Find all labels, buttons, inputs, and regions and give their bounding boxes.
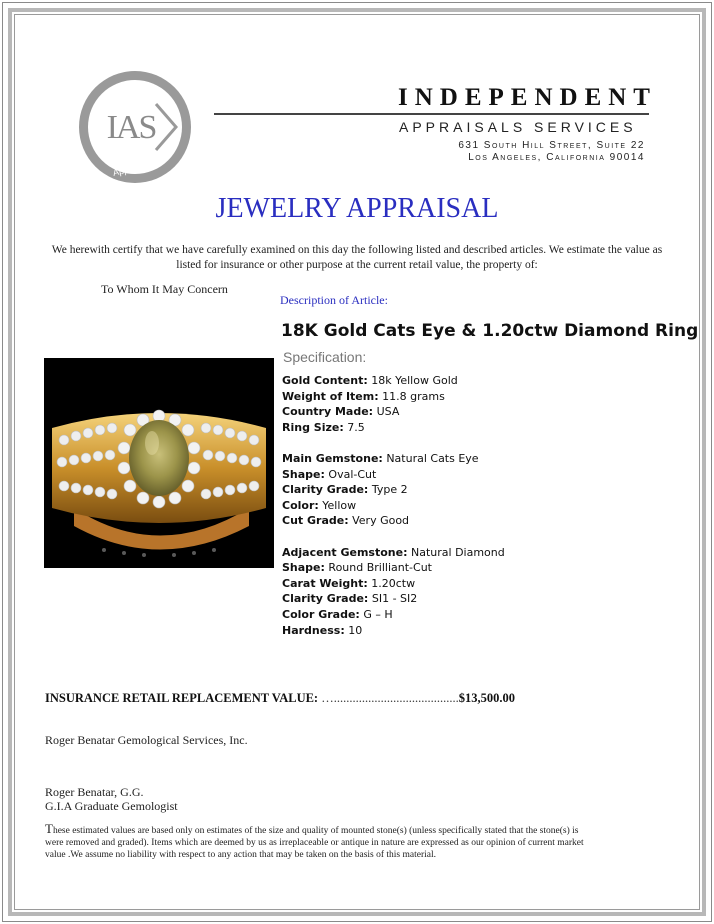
value-leader-dots: …........................................ (318, 691, 459, 705)
appraiser-company: Roger Benatar Gemological Services, Inc. (45, 733, 248, 747)
cats-eye-stone (129, 420, 189, 496)
logo-caption: Appraisal (111, 160, 151, 178)
spec-cut-grade: Cut Grade: Very Good (282, 514, 410, 528)
spec-adjacent-shape: Shape: Round Brilliant-Cut (282, 561, 432, 575)
appraiser-title: G.I.A Graduate Gemologist (45, 799, 178, 813)
ring-photo (44, 358, 274, 568)
spec-main-color: Color: Yellow (282, 498, 357, 512)
replacement-value-amount: $13,500.00 (458, 691, 515, 705)
description-label: Description of Article: (280, 293, 388, 307)
company-subtitle: APPRAISALS SERVICES (399, 119, 637, 135)
ias-logo (76, 68, 194, 186)
header-divider (214, 113, 649, 115)
disclaimer: These estimated values are based only on estimates of the size and quality of mounted stone(s) (unless specifically stated that the stone(s) is were removed and graded). Items which are deemed by us as irreplaceable or antique in nature are expressed as our opinion of current market value .We assume no liability with respect to any action that may be taken on the basis of this material. (45, 821, 584, 860)
spec-main-shape: Shape: Oval-Cut (282, 467, 377, 481)
logo-text: IAS (106, 109, 156, 146)
spec-ring-size: Ring Size: 7.5 (282, 420, 365, 434)
spec-gold-content: Gold Content: 18k Yellow Gold (282, 374, 458, 387)
specification-list (282, 373, 505, 638)
item-title: 18K Gold Cats Eye & 1.20ctw Diamond Ring (281, 321, 699, 341)
spec-adjacent-clarity: Clarity Grade: SI1 - SI2 (282, 592, 418, 606)
replacement-value-label: INSURANCE RETAIL REPLACEMENT VALUE: (45, 691, 319, 705)
recipient: To Whom It May Concern (101, 282, 228, 296)
spec-main-clarity: Clarity Grade: Type 2 (282, 483, 408, 497)
spec-main-gemstone: Main Gemstone: Natural Cats Eye (282, 451, 479, 465)
appraiser-name: Roger Benatar, G.G. (45, 785, 144, 799)
company-name: INDEPENDENT (398, 84, 657, 111)
document-title: JEWELRY APPRAISAL (215, 193, 499, 224)
certification-text: We herewith certify that we have carefully examined on this day the following listed and described articles. We estimate the value as listed for insurance or other purpose at the current retail value, the property of: (51, 244, 663, 271)
spec-weight: Weight of Item: 11.8 grams (282, 389, 445, 403)
spec-hardness: Hardness: 10 (282, 623, 363, 637)
spec-color-grade: Color Grade: G – H (282, 607, 393, 621)
address-line-1: 631 South Hill Street, Suite 22 (458, 140, 645, 151)
specification-label: Specification: (283, 349, 367, 365)
spec-country: Country Made: USA (282, 405, 400, 419)
address-line-2: Los Angeles, California 90014 (468, 152, 645, 163)
spec-carat-weight: Carat Weight: 1.20ctw (282, 576, 416, 590)
replacement-value (45, 691, 515, 706)
spec-adjacent-gemstone: Adjacent Gemstone: Natural Diamond (282, 545, 505, 559)
